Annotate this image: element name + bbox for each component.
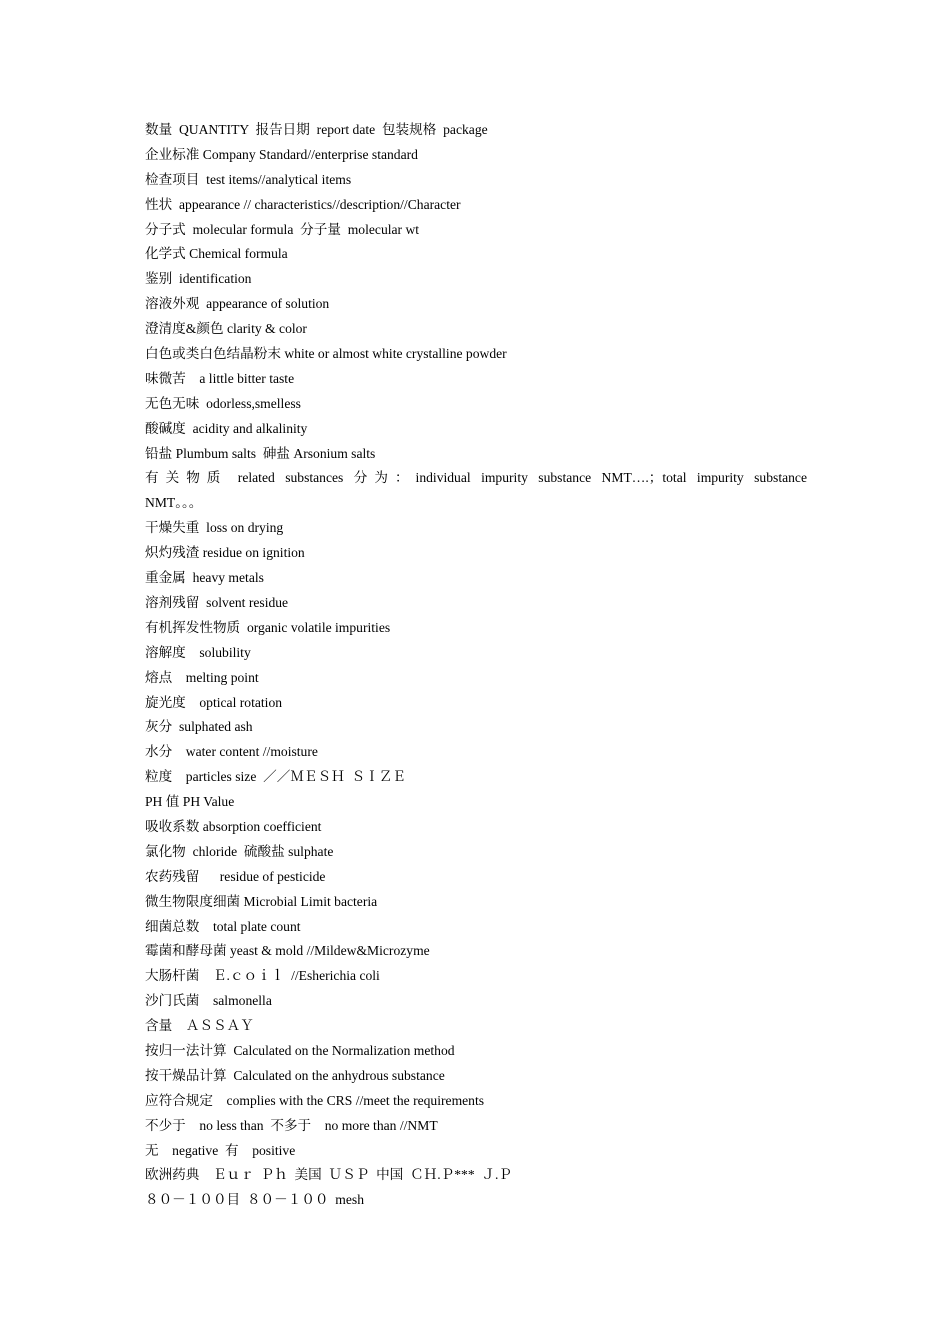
line-chloride: 氯化物 chloride 硫酸盐 sulphate	[145, 843, 334, 859]
line-molecular-formula: 分子式 molecular formula 分子量 molecular wt	[145, 221, 420, 237]
line-odorless: 无色无味 odorless,smelless	[145, 395, 301, 411]
line-total-plate-count: 细菌总数 total plate count	[145, 918, 301, 934]
line-white-powder: 白色或类白色结晶粉末 white or almost white crystalline powder	[145, 346, 507, 362]
line-no-less-than: 不少于 no less than 不多于 no more than //NMT	[145, 1117, 438, 1133]
line-clarity-color: 澄清度&颜色 clarity & color	[145, 321, 307, 337]
line-absorption: 吸收系数 absorption coefficient	[145, 818, 322, 834]
line-normalization: 按归一法计算 Calculated on the Normalization method	[145, 1042, 455, 1058]
line-assay: 含量 ＡＳＳＡＹ	[145, 1018, 254, 1034]
line-appearance-of-solution: 溶液外观 appearance of solution	[145, 296, 330, 312]
line-organic-volatile: 有机挥发性物质 organic volatile impurities	[145, 619, 391, 635]
line-water-content: 水分 water content //moisture	[145, 744, 318, 760]
line-yeast-mold: 霉菌和酵母菌 yeast & mold //Mildew&Microzyme	[145, 943, 430, 959]
line-optical-rotation: 旋光度 optical rotation	[145, 694, 283, 710]
line-sulphated-ash: 灰分 sulphated ash	[145, 719, 253, 735]
line-anhydrous: 按干燥品计算 Calculated on the anhydrous substance	[145, 1067, 445, 1083]
line-microbial-limit: 微生物限度细菌 Microbial Limit bacteria	[145, 893, 378, 909]
line-e-coli: 大肠杆菌 Ｅ.ｃｏｉｌ //Esherichia coli	[145, 968, 380, 984]
line-identification: 鉴别 identification	[145, 271, 252, 287]
line-test-items: 检查项目 test items//analytical items	[145, 171, 352, 187]
document-body	[145, 118, 807, 1213]
line-plumbum-salts: 铅盐 Plumbum salts 砷盐 Arsonium salts	[145, 445, 376, 461]
line-bitter-taste: 味微苦 a little bitter taste	[145, 370, 295, 386]
line-loss-on-drying: 干燥失重 loss on drying	[145, 520, 284, 536]
line-solvent-residue: 溶剂残留 solvent residue	[145, 594, 289, 610]
line-related-substances: 有关物质 related substances 分为：individual impurity substance NMT….；total impurity substance	[145, 470, 807, 486]
line-appearance: 性状 appearance // characteristics//description//Character	[145, 196, 461, 212]
line-mesh: ８０－１００目 ８０－１００ mesh	[145, 1192, 365, 1208]
line-salmonella: 沙门氏菌 salmonella	[145, 993, 272, 1009]
line-acidity: 酸碱度 acidity and alkalinity	[145, 420, 308, 436]
line-residue-on-ignition: 炽灼残渣 residue on ignition	[145, 545, 305, 561]
line-pharmacopoeia: 欧洲药典 Ｅｕｒ Ｐｈ 美国 ＵＳＰ 中国 ＣＨ.Ｐ*** Ｊ.Ｐ	[145, 1167, 513, 1183]
line-solubility: 溶解度 solubility	[145, 644, 251, 660]
line-related-substances-cont: NMT。。。	[145, 495, 203, 511]
line-particle-size: 粒度 particles size ／／ＭＥＳＨ ＳＩＺＥ	[145, 769, 406, 785]
line-negative-positive: 无 negative 有 positive	[145, 1142, 296, 1158]
line-complies: 应符合规定 complies with the CRS //meet the requirements	[145, 1092, 485, 1108]
line-chemical-formula: 化学式 Chemical formula	[145, 246, 288, 262]
line-quantity: 数量 QUANTITY 报告日期 report date 包装规格 package	[145, 122, 488, 137]
line-pesticide: 农药残留 residue of pesticide	[145, 868, 326, 884]
line-company-standard: 企业标准 Company Standard//enterprise standard	[145, 146, 418, 162]
line-ph-value: PH 值 PH Value	[145, 794, 235, 810]
line-melting-point: 熔点 melting point	[145, 669, 259, 685]
line-heavy-metals: 重金属 heavy metals	[145, 570, 264, 586]
